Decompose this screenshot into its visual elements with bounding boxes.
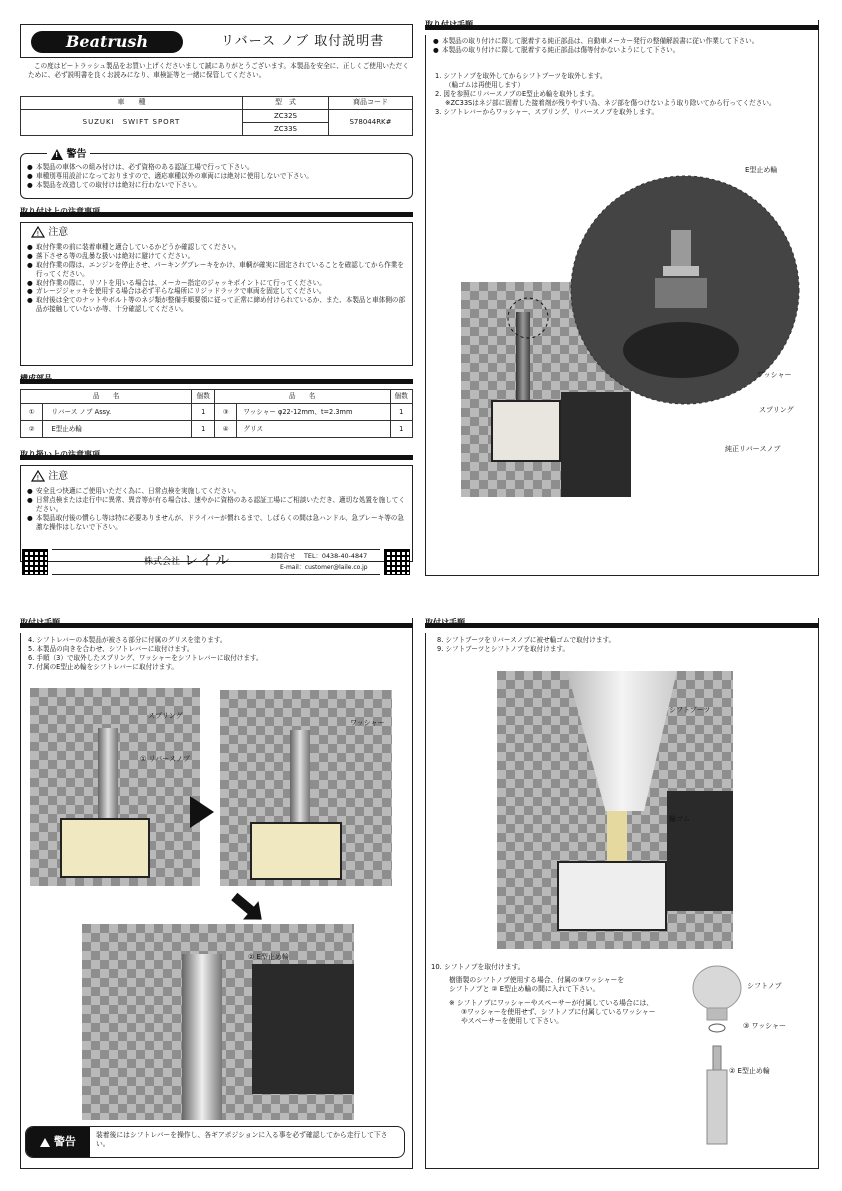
step-6: 6. 手順（3）で取外したスプリング、ワッシャーをシフトレバーに取付けます。 (28, 653, 263, 662)
brand-logo: Beatrush (31, 31, 183, 53)
parts-heading: 構成部品 (20, 374, 413, 384)
callout-eclip-3: ② E型止め輪 (729, 1067, 770, 1075)
install-precautions-heading: 取り付け上の注意事項 (20, 207, 413, 217)
step-1-note: （輪ゴムは再使用します） (445, 80, 525, 89)
step-2-note: ※ZC33Sはネジ部に固着した接着剤が残りやすい為、ネジ部を傷つけないよう取り除いてから行ってください。 (445, 98, 776, 107)
step-1: 1. シフトノブを取外してからシフトブーツを取外します。 (435, 72, 607, 80)
doc-title: リバース ノブ 取付説明書 (221, 34, 385, 49)
code-header: 商品コード (329, 97, 413, 110)
model-header: 型 式 (243, 97, 329, 110)
warning-box (20, 149, 413, 199)
callout-knob: 純正リバースノブ (725, 445, 781, 453)
company-name: レイル (184, 553, 232, 569)
list-item: ● 日常点検または走行中に異常、異音等が有る場合は、速やかに資格のある認証工場にご相談いただき、適切な処置を施してください。 (27, 495, 405, 513)
contact-email: E-mail：customer@laile.co.jp (280, 564, 368, 571)
callout-reverse-knob: ① リバースノブ (140, 755, 190, 763)
photo-step-eclip (82, 924, 354, 1120)
callout-spring-2: スプリング (148, 712, 183, 720)
procedure-2-heading: 取付け手順 (20, 618, 413, 628)
callout-washer: ワッシャー (757, 371, 792, 379)
table-row: ① リバース ノブ Assy. 1 ③ ワッシャー φ22-12mm、t=2.3mm 1 (21, 404, 413, 421)
step-9: 9. シフトブーツとシフトノブを取付けます。 (437, 644, 570, 653)
callout-boot: シフトブーツ (669, 706, 711, 714)
callout-eclip: E型止め輪 (745, 166, 778, 174)
step-2: 2. 図を参照にリバースノブのE型止め輪を取外します。 (435, 89, 599, 98)
list-item: ● 車種別専用設計になっておりますので、適応車種以外の車両には絶対に使用しないで下さい。 (27, 171, 313, 180)
header-bar (20, 24, 413, 58)
callout-washer-2: ワッシャー (350, 719, 385, 727)
step-10-line: シフトノブと ② E型止め輪の間に入れて下さい。 (449, 985, 600, 994)
step-10-note: やスペーサーを使用して下さい。 (461, 1016, 563, 1025)
parts-name-header: 品 名 (21, 390, 192, 404)
list-item: ● 本製品取付後の慣らし等は特に必要ありませんが、ドライバーが慣れるまで、しばらくの間は急ハンドル、急ブレーキ等の急激な操作はしないで下さい。 (27, 513, 404, 531)
callout-shift-knob: シフトノブ (747, 982, 782, 990)
panel-procedure-3 (425, 618, 819, 1169)
shift-boot (567, 671, 677, 811)
vehicle-name: SUZUKI SWIFT SPORT (21, 110, 243, 136)
step-10-block (431, 963, 711, 1026)
step-8: 8. シフトブーツをリバースノブに被せ輪ゴムで取付けます。 (437, 636, 616, 644)
panel-procedure-2 (20, 618, 413, 1169)
model-2: ZC33S (273, 125, 298, 133)
table-row: ② E型止め輪 1 ④ グリス 1 (21, 421, 413, 438)
list-item: ● 取付作業の前に装着車種と適合しているかどうか確認してください。 (27, 243, 241, 251)
step-10-note: ※ シフトノブにワッシャーやスペーサーが付属している場合には、 (449, 998, 654, 1007)
vehicle-table (20, 96, 413, 136)
spring-washer (655, 278, 707, 308)
step-10-note: ③ワッシャーを使用せず、シフトノブに付属しているワッシャー (461, 1007, 656, 1016)
step-4: 4. シフトレバーの本製品が被さる部分に付属のグリスを塗ります。 (28, 636, 227, 644)
handling-precautions-list (27, 487, 407, 531)
svg-text:!: ! (36, 474, 40, 482)
bottom-warning-text: 装着後にはシフトレバーを操作し、各ギアポジションに入る事を必ず確認してから走行して下さい。 (96, 1131, 388, 1149)
step-10-line: 樹脂製のシフトノブ使用する場合、付属の③ワッシャーを (449, 976, 625, 985)
warning-title: 警告 (66, 149, 87, 160)
parts-table (20, 389, 413, 438)
warning-list (27, 163, 407, 190)
procedure-2-steps (28, 636, 408, 672)
contact-tel: TEL：0438-40-4847 (304, 552, 368, 560)
step-7: 7. 付属のE型止め輪をシフトレバーに取付けます。 (28, 662, 179, 671)
product-code: S78044RK# (329, 110, 413, 136)
warning-icon (40, 1138, 50, 1147)
vehicle-header: 車 種 (21, 97, 243, 110)
qr-code-left (22, 549, 48, 575)
list-item: ● 本製品を改造しての取付けは絶対に行わないで下さい。 (27, 180, 201, 189)
procedure-3-heading: 取付け手順 (425, 618, 819, 628)
procedure-1-heading: 取り付け手順 (425, 20, 819, 30)
install-precautions-box (20, 222, 413, 366)
footer-bar (52, 549, 380, 575)
list-item: ● 落下させる等の乱暴な扱いは絶対に避けてください。 (27, 251, 195, 260)
arrow-right-icon (190, 796, 214, 828)
reverse-knob (623, 322, 739, 378)
company-prefix: 株式会社 (144, 557, 181, 567)
procedure-1-notes (433, 37, 817, 55)
panel-overview (20, 22, 413, 578)
step-10-title: 10. シフトノブを取付けます。 (431, 963, 525, 971)
svg-text:!: ! (36, 230, 40, 238)
callout-washer-3: ③ ワッシャー (743, 1022, 787, 1030)
procedure-1-steps (435, 72, 813, 116)
caution-icon (31, 470, 45, 482)
list-item: ● 取付作業の際は、エンジンを停止させ、パーキングブレーキをかけ、車輌が確実に固定されていることを確認してから作業を行ってください。 (27, 260, 404, 278)
thread-stud (671, 230, 691, 270)
washer-icon (709, 1024, 725, 1032)
step-5: 5. 本製品の向きを合わせ、シフトレバーに取付けます。 (28, 644, 194, 653)
list-item: ● 本製品の車体への組み付けは、必ず資格のある認証工場で行って下さい。 (27, 163, 254, 171)
callout-rubber: 輪ゴム (669, 815, 690, 823)
caution-icon (31, 226, 45, 238)
caution-title-2: ! 注意 (31, 470, 68, 484)
intro-text: この度はビートラッシュ製品をお買い上げくださいまして誠にありがとうございます。本製品を安全に、正しくご使用いただくために、必ず説明書を良くお読みになり、車検証等と一緒に保管してください。 (28, 62, 409, 79)
callout-spring: スプリング (759, 406, 794, 414)
list-item: ● 安全且つ快適にご使用いただく為に、日常点検を実施してください。 (27, 487, 241, 495)
warning-icon (51, 149, 63, 160)
handling-precautions-box (20, 465, 413, 562)
parts-name-header-2: 品 名 (214, 390, 390, 404)
install-precautions-list (27, 243, 407, 314)
bottom-warning (25, 1126, 405, 1158)
callout-eclip-2: ② E型止め輪 (248, 953, 289, 961)
reverse-knob-icon (707, 1070, 727, 1144)
warning-title-tab (47, 148, 90, 162)
model-1: ZC32S (243, 110, 328, 123)
qr-code-right (384, 549, 410, 575)
e-clip (663, 266, 699, 276)
list-item: ● ガレージジャッキを使用する場合は必ず平らな場所にリジッドラックで車両を固定してください。 (27, 287, 326, 296)
list-item: ● 本製品の取り付けに際して脱着する純正部品は傷等付かないようにして下さい。 (433, 45, 680, 54)
contact-label: お問合せ (270, 552, 296, 560)
shift-knob-icon (693, 966, 741, 1010)
procedure-3-steps (437, 636, 813, 654)
caution-title: ! 注意 (31, 226, 68, 240)
list-item: ● 取付後は全てのナットやボルト等のネジ類が整備手順要領に従って正常に締め付けられているか、また、本製品と車体側の部品が接触していないか等、十分確認してください。 (27, 296, 406, 314)
handling-precautions-heading: 取り扱い上の注意事項 (20, 450, 413, 460)
list-item: ● 取付作業の際に、リフトを用いる場合は、メーカー指定のジャッキポイントにて行ってください。 (27, 278, 326, 287)
parts-qty-header-2: 個数 (390, 390, 412, 404)
parts-qty-header: 個数 (192, 390, 214, 404)
bottom-warning-label: 警告 (26, 1127, 90, 1157)
knob-diagram (685, 960, 745, 1160)
list-item: ● 本製品の取り付けに際して脱着する純正部品は、自動車メーカー発行の整備解説書に従い作業して下さい。 (433, 37, 759, 45)
panel-procedure-1 (425, 20, 819, 576)
step-3: 3. シフトレバーからワッシャー、スプリング、リバースノブを取外します。 (435, 107, 659, 116)
